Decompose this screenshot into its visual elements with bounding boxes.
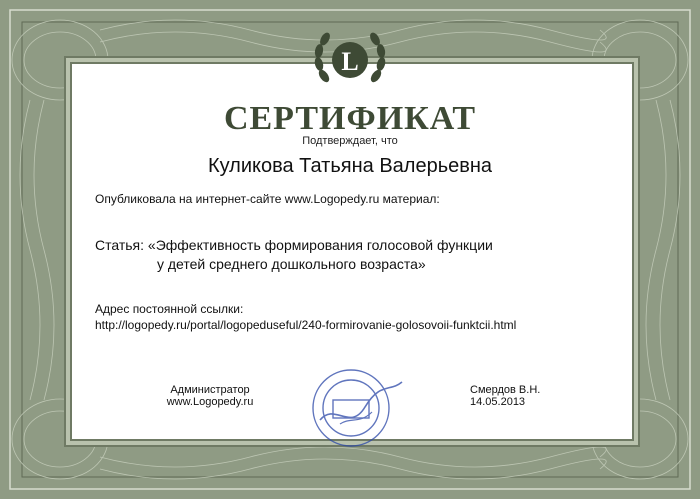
admin-site: www.Logopedy.ru [166, 396, 254, 408]
certificate-subtitle: Подтверждает, что [302, 135, 398, 147]
address-label: Адрес постоянной ссылки: [95, 302, 244, 316]
certificate-date: 14.05.2013 [470, 396, 526, 408]
certificate-title: СЕРТИФИКАТ [223, 100, 477, 137]
laurel-logo-icon [306, 24, 394, 94]
published-text: Опубликовала на интернет-сайте www.Logopedy.ru материал: [95, 192, 440, 206]
article-title [95, 236, 493, 274]
signer-name: Смердов В.Н. [470, 384, 541, 396]
address-url: http://logopedy.ru/portal/logopeduseful/240-formirovanie-golosovoii-funktcii.html [95, 318, 517, 332]
stamp-icon [290, 362, 412, 454]
emblem-letter: L [341, 47, 359, 76]
article-line-1: Статья: «Эффективность формирования голосовой функции [95, 237, 493, 253]
admin-title: Администратор [170, 384, 250, 396]
recipient-name: Куликова Татьяна Валерьевна [207, 155, 493, 177]
signer [470, 384, 540, 408]
article-line-2: у детей среднего дошкольного возраста» [157, 256, 426, 272]
